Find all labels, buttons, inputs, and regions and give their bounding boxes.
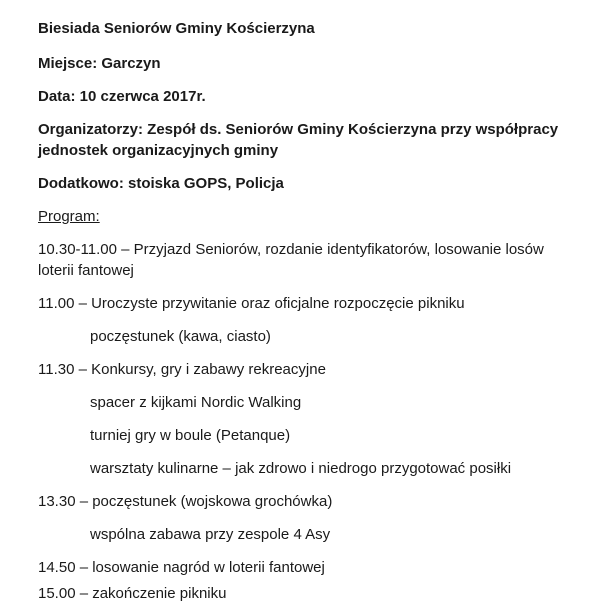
event-organizers-line2: jednostek organizacyjnych gminy bbox=[38, 142, 279, 159]
program-item: 14.50 – losowanie nagród w loterii fantowej bbox=[38, 559, 325, 576]
event-title: Biesiada Seniorów Gminy Kościerzyna bbox=[38, 20, 315, 37]
program-item-continuation: loterii fantowej bbox=[38, 262, 134, 279]
program-item: 13.30 – poczęstunek (wojskowa grochówka) bbox=[38, 493, 333, 510]
program-item: 11.00 – Uroczyste przywitanie oraz oficjalne rozpoczęcie pikniku bbox=[38, 295, 465, 312]
program-subitem: turniej gry w boule (Petanque) bbox=[90, 427, 291, 444]
event-extra: Dodatkowo: stoiska GOPS, Policja bbox=[38, 175, 284, 192]
event-place: Miejsce: Garczyn bbox=[38, 55, 161, 72]
program-item: 10.30-11.00 – Przyjazd Seniorów, rozdanie identyfikatorów, losowanie losów bbox=[38, 241, 544, 258]
program-subitem: poczęstunek (kawa, ciasto) bbox=[90, 328, 271, 345]
program-heading: Program: bbox=[38, 208, 100, 225]
program-item: 15.00 – zakończenie pikniku bbox=[38, 585, 227, 602]
program-subitem: wspólna zabawa przy zespole 4 Asy bbox=[90, 526, 331, 543]
program-subitem: warsztaty kulinarne – jak zdrowo i niedrogo przygotować posiłki bbox=[90, 460, 512, 477]
event-date: Data: 10 czerwca 2017r. bbox=[38, 88, 206, 105]
program-subitem: spacer z kijkami Nordic Walking bbox=[90, 394, 302, 411]
event-organizers-line1: Organizatorzy: Zespół ds. Seniorów Gminy Kościerzyna przy współpracy bbox=[38, 121, 559, 138]
program-item: 11.30 – Konkursy, gry i zabawy rekreacyjne bbox=[38, 361, 326, 378]
